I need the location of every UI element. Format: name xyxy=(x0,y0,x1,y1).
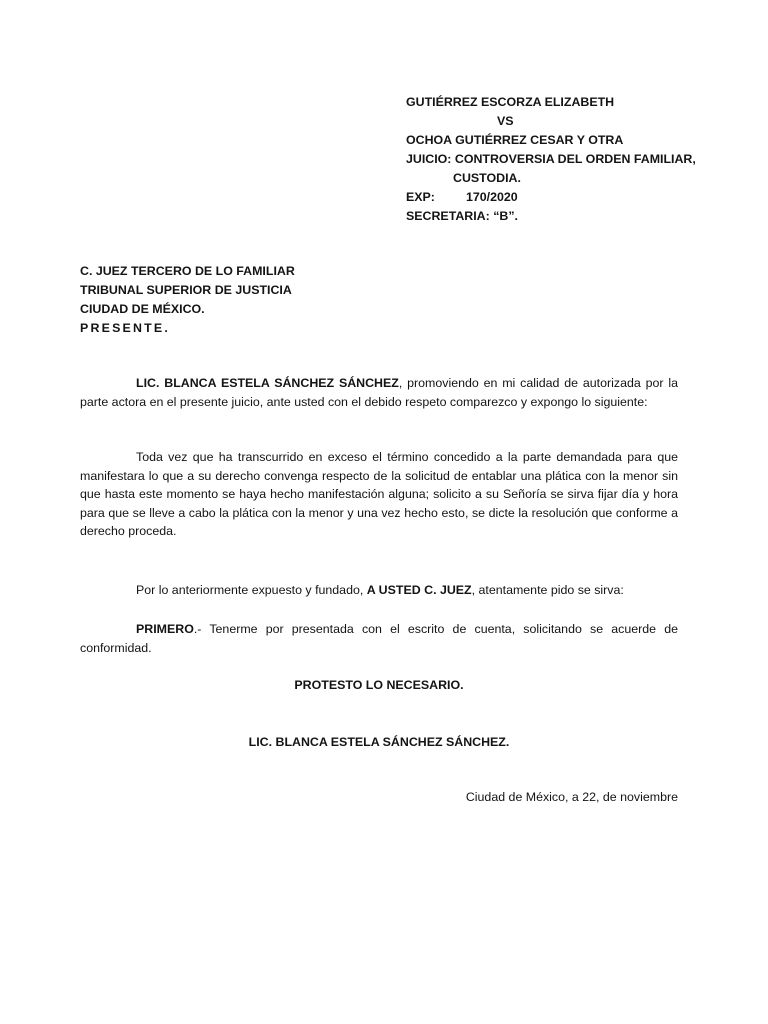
addressee-block xyxy=(80,262,480,338)
primero-label: PRIMERO xyxy=(136,622,194,636)
intro-paragraph xyxy=(80,374,678,411)
file-number-label: EXP: xyxy=(406,190,435,204)
addressee-court: TRIBUNAL SUPERIOR DE JUSTICIA xyxy=(80,283,292,297)
file-number-value: 170/2020 xyxy=(466,190,518,204)
request-paragraph xyxy=(80,581,678,600)
intro-text: , promoviendo en mi calidad de autorizada por la parte actora en el presente juicio, ante usted con el debido respeto comparezco y expongo lo siguiente: xyxy=(80,376,678,409)
author-name: LIC. BLANCA ESTELA SÁNCHEZ SÁNCHEZ xyxy=(136,376,399,390)
request-bold: A USTED C. JUEZ xyxy=(366,583,472,597)
primero-paragraph xyxy=(80,620,678,657)
addressee-city: CIUDAD DE MÉXICO. xyxy=(80,302,205,316)
request-before: Por lo anteriormente expuesto y fundado, xyxy=(136,583,367,597)
primero-text: .- Tenerme por presentada con el escrito de cuenta, solicitando se acuerde de conformidad. xyxy=(80,622,678,655)
trial-type-continued: CUSTODIA. xyxy=(453,171,521,185)
plaintiff-name: GUTIÉRREZ ESCORZA ELIZABETH xyxy=(406,95,615,109)
body-paragraph: Toda vez que ha transcurrido en exceso el término concedido a la parte demandada para que manifestara lo que a su derecho convenga respecto de la solicitud de entablar una plática con la menor sin que hasta este momento se haya hecho manifestación alguna; solicito a su Señoría se sirva fijar día y hora para que se lleve a cabo la plática con la menor y una vez hecho esto, se dicte la resolución que conforme a derecho proceda. xyxy=(80,450,678,539)
protesto-line: PROTESTO LO NECESARIO. xyxy=(294,678,464,692)
trial-type: JUICIO: CONTROVERSIA DEL ORDEN FAMILIAR, xyxy=(406,152,696,166)
request-after: , atentamente pido se sirva: xyxy=(471,583,624,597)
case-header xyxy=(406,93,726,226)
defendant-name: OCHOA GUTIÉRREZ CESAR Y OTRA xyxy=(406,133,624,147)
addressee-presente: PRESENTE. xyxy=(80,321,171,335)
date-line: Ciudad de México, a 22, de noviembre xyxy=(465,790,678,804)
versus-label: VS xyxy=(497,114,514,128)
addressee-judge: C. JUEZ TERCERO DE LO FAMILIAR xyxy=(80,264,295,278)
file-number xyxy=(406,188,726,207)
secretaria: SECRETARIA: “B”. xyxy=(406,209,518,223)
signature-name: LIC. BLANCA ESTELA SÁNCHEZ SÁNCHEZ. xyxy=(248,735,510,749)
